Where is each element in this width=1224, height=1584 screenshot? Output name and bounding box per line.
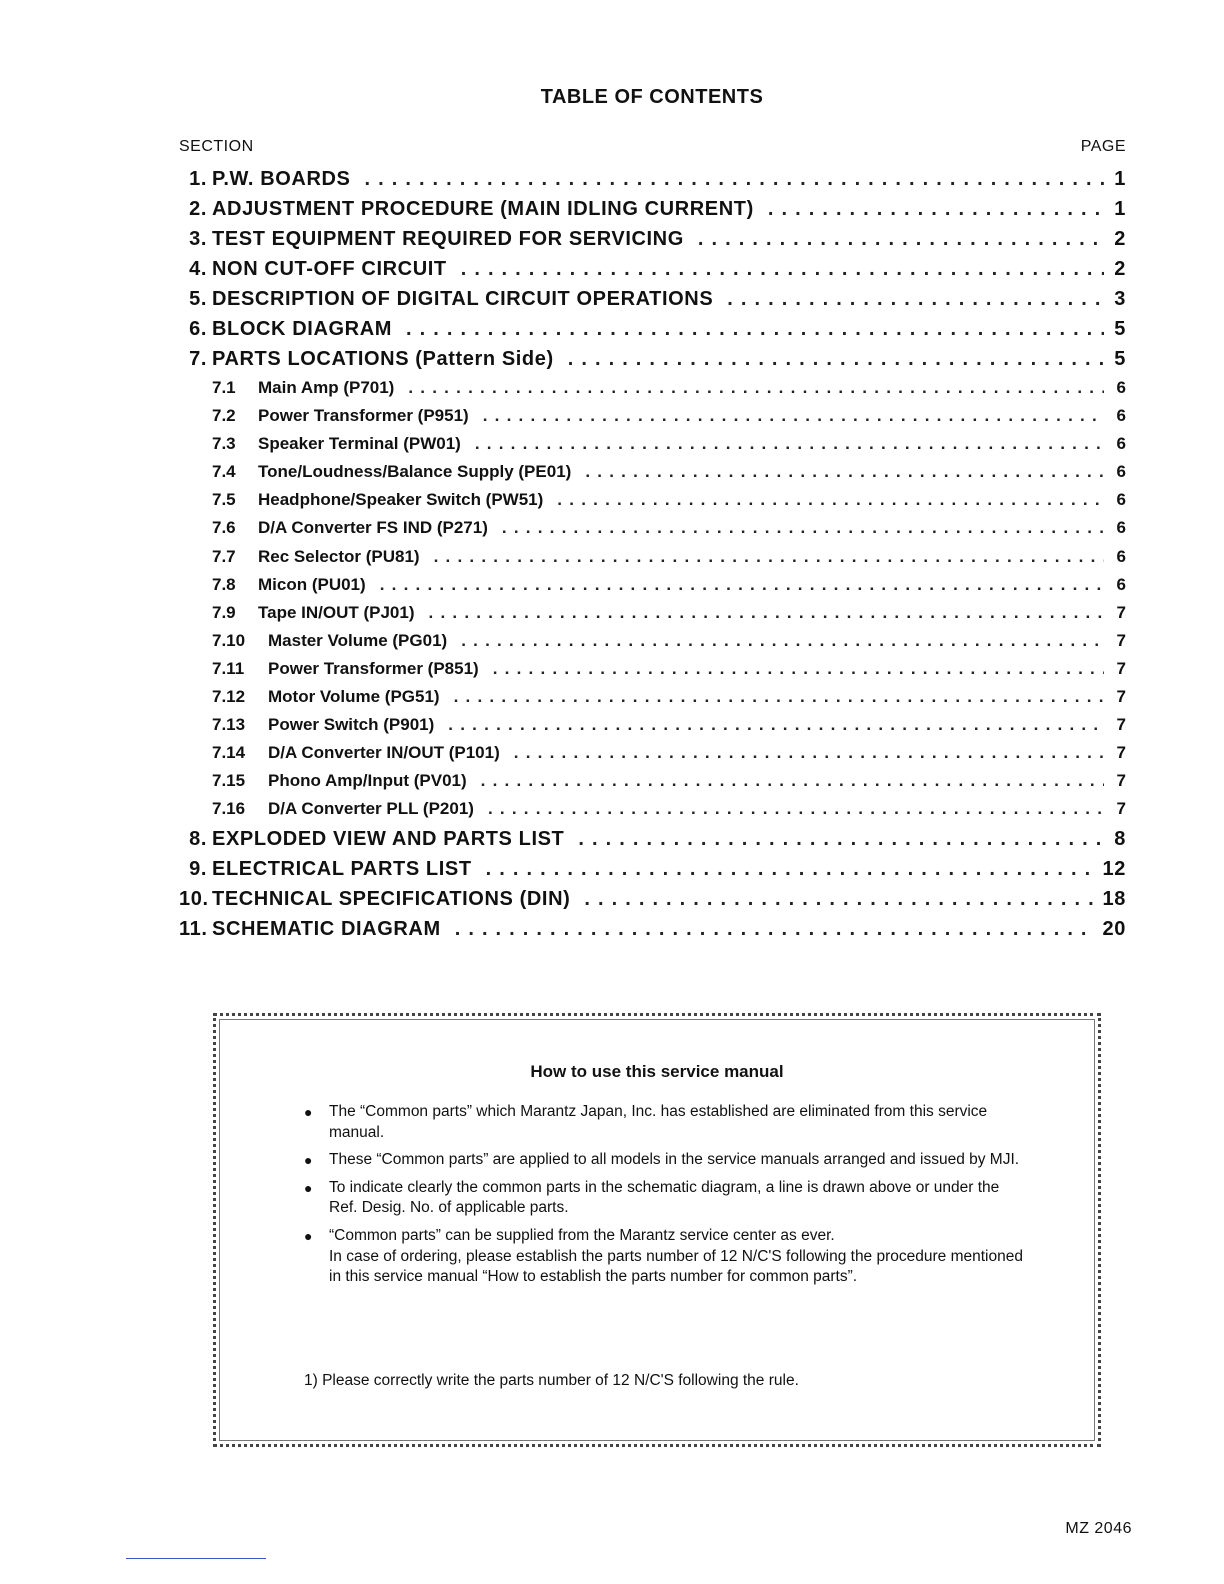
toc-entry-page: 6 <box>1116 406 1126 426</box>
toc-entry-label: Tape IN/OUT (PJ01) <box>258 602 415 622</box>
toc-entry <box>179 164 1126 194</box>
toc-entry-page: 5 <box>1114 348 1126 370</box>
bullet-icon: ● <box>304 1152 313 1169</box>
toc-entry <box>179 683 1126 711</box>
toc-leader-dots <box>698 224 1104 254</box>
toc-entry-label: TEST EQUIPMENT REQUIRED FOR SERVICING <box>212 228 684 250</box>
toc-entry-number: 7.15 <box>212 771 246 791</box>
toc-entry <box>179 430 1126 458</box>
toc-entry-label: Motor Volume (PG51) <box>268 687 440 707</box>
toc-entry-page: 18 <box>1102 887 1126 910</box>
toc-entry <box>179 854 1126 884</box>
toc-entry-number: 7.3 <box>212 434 236 454</box>
toc-entry-number: 7.13 <box>212 715 246 735</box>
toc-entry-number: 7.16 <box>212 799 246 819</box>
toc-leader-dots <box>380 571 1104 599</box>
toc-entry-page: 7 <box>1116 658 1126 678</box>
toc-entry-number: 7.12 <box>212 687 246 707</box>
page-title: TABLE OF CONTENTS <box>540 86 764 108</box>
notice-note: 1) Please correctly write the parts number of 12 N/C'S following the rule. <box>304 1372 799 1389</box>
toc-entry-label: P.W. BOARDS <box>212 168 351 190</box>
toc-entry <box>179 344 1126 374</box>
toc-leader-dots <box>429 599 1105 627</box>
toc-leader-dots <box>493 655 1104 683</box>
toc-entry-number: 7.7 <box>212 546 236 566</box>
toc-entry <box>179 711 1126 739</box>
toc-leader-dots <box>488 795 1104 823</box>
toc-entry-label: D/A Converter FS IND (P271) <box>258 518 488 538</box>
toc-entry <box>179 284 1126 314</box>
toc-entry-page: 7 <box>1116 799 1126 819</box>
toc-leader-dots <box>434 543 1104 571</box>
toc-leader-dots <box>486 854 1093 884</box>
toc-entry-label: DESCRIPTION OF DIGITAL CIRCUIT OPERATIONS <box>212 288 714 310</box>
toc-entry-number: 9. <box>189 857 207 880</box>
toc-entry <box>179 884 1126 914</box>
toc-entry <box>179 194 1126 224</box>
toc-entry-number: 5. <box>189 288 207 310</box>
toc-entry-label: Rec Selector (PU81) <box>258 546 420 566</box>
toc-leader-dots <box>408 374 1104 402</box>
toc-entry <box>179 824 1126 854</box>
toc-entry-page: 2 <box>1114 228 1126 250</box>
table-of-contents <box>179 164 1126 944</box>
toc-entry-label: Headphone/Speaker Switch (PW51) <box>258 490 544 510</box>
notice-list <box>304 1102 1024 1295</box>
toc-entry-label: Master Volume (PG01) <box>268 630 448 650</box>
toc-entry-label: D/A Converter IN/OUT (P101) <box>268 743 500 763</box>
toc-entry-number: 3. <box>189 228 207 250</box>
toc-entry-page: 6 <box>1116 518 1126 538</box>
toc-entry-page: 7 <box>1116 630 1126 650</box>
document-code: MZ 2046 <box>1065 1520 1132 1537</box>
toc-leader-dots <box>364 164 1104 194</box>
toc-entry-number: 7.11 <box>212 658 245 678</box>
toc-entry-label: EXPLODED VIEW AND PARTS LIST <box>212 827 565 850</box>
page-column-header: PAGE <box>1080 138 1126 155</box>
notice-item-text: “Common parts” can be supplied from the Marantz service center as ever. In case of ordering, please establish the parts number of 12 N/C'S following the procedure mentioned in this service manual “How to establish the parts number for common parts”. <box>329 1226 1023 1286</box>
toc-leader-dots <box>475 430 1104 458</box>
toc-entry <box>179 314 1126 344</box>
toc-entry-number: 10. <box>179 887 209 910</box>
toc-entry-page: 12 <box>1102 857 1126 880</box>
toc-entry-number: 6. <box>189 318 207 340</box>
toc-entry-label: ELECTRICAL PARTS LIST <box>212 857 472 880</box>
toc-leader-dots <box>578 824 1104 854</box>
toc-entry-page: 1 <box>1114 168 1126 190</box>
toc-entry <box>179 627 1126 655</box>
notice-item <box>304 1150 1024 1171</box>
toc-leader-dots <box>514 739 1104 767</box>
bullet-icon: ● <box>304 1179 313 1196</box>
toc-entry <box>179 402 1126 430</box>
toc-entry <box>179 914 1126 944</box>
bullet-icon: ● <box>304 1104 313 1120</box>
toc-entry-page: 2 <box>1114 258 1126 280</box>
toc-entry <box>179 655 1126 683</box>
toc-entry <box>179 767 1126 795</box>
toc-entry-label: Power Switch (P901) <box>268 715 435 735</box>
toc-entry-page: 7 <box>1116 715 1126 735</box>
toc-entry-page: 6 <box>1116 546 1126 566</box>
toc-entry-page: 6 <box>1116 574 1126 594</box>
toc-entry <box>179 571 1126 599</box>
toc-entry-number: 2. <box>189 198 207 220</box>
toc-entry-number: 7.5 <box>212 490 236 510</box>
toc-entry-page: 8 <box>1114 827 1126 850</box>
notice-title: How to use this service manual <box>530 1062 784 1081</box>
toc-leader-dots <box>768 194 1104 224</box>
toc-entry-number: 7.4 <box>212 462 236 482</box>
toc-entry-label: D/A Converter PLL (P201) <box>268 799 474 819</box>
toc-entry-label: Phono Amp/Input (PV01) <box>268 771 467 791</box>
toc-entry-number: 4. <box>189 258 207 280</box>
toc-entry-page: 7 <box>1116 687 1126 707</box>
toc-entry-label: ADJUSTMENT PROCEDURE (MAIN IDLING CURRENT) <box>212 198 754 220</box>
toc-entry-number: 7.2 <box>212 406 236 426</box>
toc-leader-dots <box>461 627 1104 655</box>
toc-leader-dots <box>483 402 1104 430</box>
toc-entry-label: Main Amp (P701) <box>258 378 395 397</box>
toc-entry-number: 7.14 <box>212 743 246 763</box>
toc-entry <box>179 599 1126 627</box>
toc-entry-page: 6 <box>1116 490 1126 510</box>
notice-item <box>304 1102 1024 1143</box>
bullet-icon: ● <box>304 1227 313 1244</box>
toc-entry-page: 6 <box>1116 378 1126 397</box>
toc-entry-page: 6 <box>1116 434 1126 454</box>
toc-leader-dots <box>568 344 1104 374</box>
toc-entry <box>179 374 1126 402</box>
toc-entry-page: 7 <box>1116 602 1126 622</box>
toc-entry-page: 1 <box>1114 198 1126 220</box>
toc-entry-label: Power Transformer (P851) <box>268 658 479 678</box>
toc-leader-dots <box>481 767 1104 795</box>
toc-entry <box>179 795 1126 823</box>
toc-entry-page: 3 <box>1114 288 1126 310</box>
notice-item <box>304 1226 1024 1288</box>
toc-entry <box>179 224 1126 254</box>
notice-box <box>213 1013 1101 1447</box>
toc-entry-number: 7.8 <box>212 574 236 594</box>
toc-leader-dots <box>448 711 1104 739</box>
toc-entry-page: 7 <box>1116 771 1126 791</box>
toc-leader-dots <box>557 486 1104 514</box>
toc-entry <box>179 486 1126 514</box>
toc-entry-number: 7.9 <box>212 602 236 622</box>
toc-leader-dots <box>727 284 1104 314</box>
toc-entry-number: 7. <box>189 348 207 370</box>
section-column-header: SECTION <box>179 138 254 155</box>
toc-leader-dots <box>454 683 1104 711</box>
notice-item-text: These “Common parts” are applied to all models in the service manuals arranged and issued by MJI. <box>329 1151 1020 1169</box>
toc-entry-label: Tone/Loudness/Balance Supply (PE01) <box>258 462 572 482</box>
toc-entry-label: Micon (PU01) <box>258 574 366 594</box>
toc-entry-number: 8. <box>189 827 207 850</box>
toc-entry <box>179 514 1126 542</box>
toc-entry-label: Power Transformer (P951) <box>258 406 469 426</box>
toc-entry <box>179 739 1126 767</box>
toc-entry-number: 7.6 <box>212 518 236 538</box>
notice-item <box>304 1178 1024 1219</box>
notice-item-text: The “Common parts” which Marantz Japan, Inc. has established are eliminated from this service manual. <box>329 1103 988 1141</box>
notice-item-text: To indicate clearly the common parts in the schematic diagram, a line is drawn above or under the Ref. Desig. No. of applicable parts. <box>329 1178 1000 1217</box>
toc-entry <box>179 254 1126 284</box>
toc-entry <box>179 458 1126 486</box>
toc-leader-dots <box>585 458 1104 486</box>
toc-entry-number: 1. <box>189 168 207 190</box>
toc-entry-label: NON CUT-OFF CIRCUIT <box>212 258 447 280</box>
toc-entry-page: 7 <box>1116 743 1126 763</box>
toc-entry-label: Speaker Terminal (PW01) <box>258 434 461 454</box>
toc-entry <box>179 543 1126 571</box>
toc-entry-page: 5 <box>1114 318 1126 340</box>
toc-leader-dots <box>502 514 1104 542</box>
toc-entry-number: 7.10 <box>212 630 246 650</box>
toc-entry-label: PARTS LOCATIONS (Pattern Side) <box>212 348 554 370</box>
toc-entry-label: TECHNICAL SPECIFICATIONS (DIN) <box>212 887 571 910</box>
toc-entry-label: SCHEMATIC DIAGRAM <box>212 917 441 940</box>
toc-entry-page: 20 <box>1102 917 1126 940</box>
divider-line <box>126 1558 266 1559</box>
toc-entry-number: 7.1 <box>212 378 236 397</box>
toc-leader-dots <box>455 914 1093 944</box>
toc-leader-dots <box>584 884 1092 914</box>
toc-leader-dots <box>461 254 1104 284</box>
toc-entry-number: 11. <box>179 917 208 940</box>
toc-entry-page: 6 <box>1116 462 1126 482</box>
toc-entry-label: BLOCK DIAGRAM <box>212 318 393 340</box>
toc-leader-dots <box>406 314 1104 344</box>
